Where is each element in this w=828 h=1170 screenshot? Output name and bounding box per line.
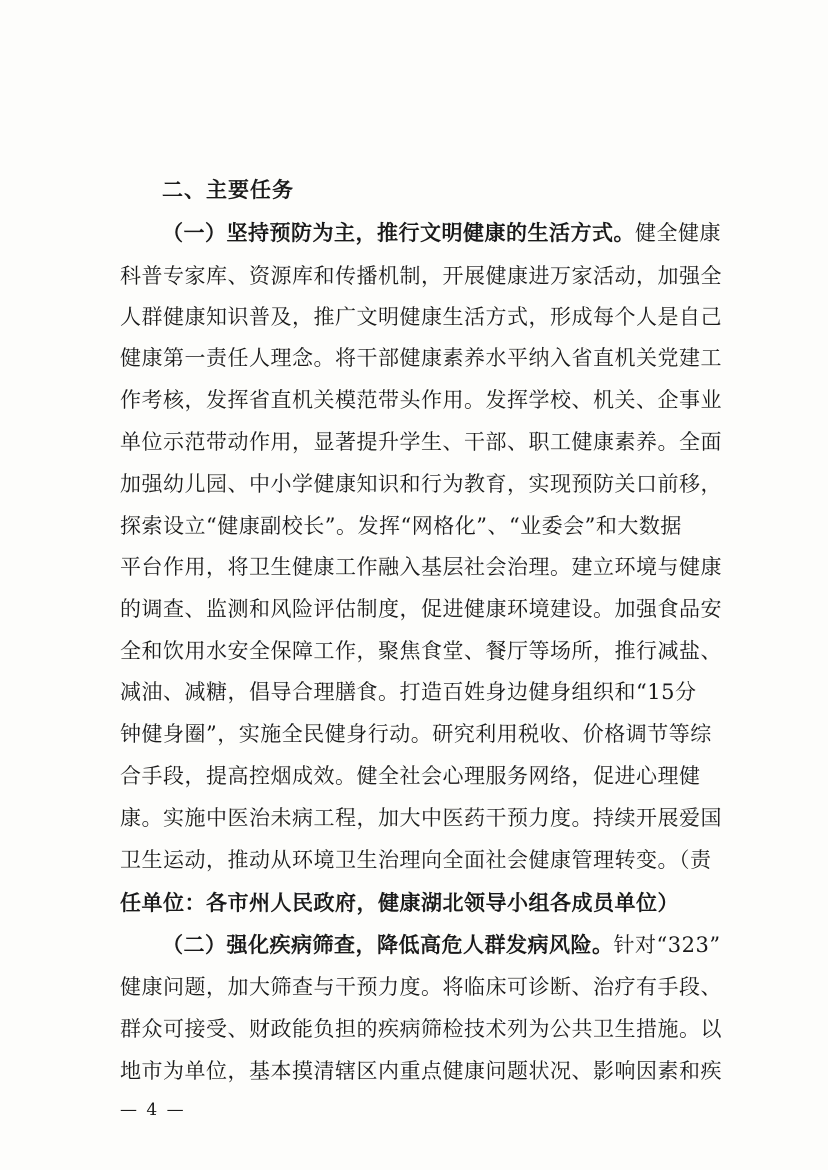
paragraph-line: 全和饮用水安全保障工作，聚焦食堂、餐厅等场所，推行减盐、	[120, 639, 722, 663]
paragraph-line: 钟健身圈”，实施全民健身行动。研究利用税收、价格调节等综	[120, 722, 712, 746]
subsection-title: （一）坚持预防为主，推行文明健康的生活方式。	[162, 221, 635, 245]
paragraph-line: （一）坚持预防为主，推行文明健康的生活方式。健全健康	[162, 221, 721, 245]
paragraph-line: 减油、减糖，倡导合理膳食。打造百姓身边健身组织和“15分	[120, 680, 697, 704]
paragraph-line: 的调查、监测和风险评估制度，促进健康环境建设。加强食品安	[120, 597, 722, 621]
paragraph-line: 人群健康知识普及，推广文明健康生活方式，形成每个人是自己	[120, 305, 722, 329]
paragraph-line: 合手段，提高控烟成效。健全社会心理服务网络，促进心理健	[120, 764, 701, 788]
paragraph-line: 科普专家库、资源库和传播机制，开展健康进万家活动，加强全	[120, 264, 722, 288]
section-heading: 二、主要任务	[162, 178, 294, 202]
paragraph-line: 健康问题，加大筛查与干预力度。将临床可诊断、治疗有手段、	[120, 975, 722, 999]
paragraph-line: 健康第一责任人理念。将干部健康素养水平纳入省直机关党建工	[120, 346, 722, 370]
paragraph-line: 探索设立“健康副校长”。发挥“网格化”、“业委会”和大数据	[120, 514, 682, 538]
paragraph-line: 地市为单位，基本摸清辖区内重点健康问题状况、影响因素和疾	[120, 1059, 722, 1083]
paragraph-line: 加强幼儿园、中小学健康知识和行为教育，实现预防关口前移，	[120, 472, 722, 496]
paragraph-line: 卫生运动，推动从环境卫生治理向全面社会健康管理转变。（责	[120, 848, 712, 872]
paragraph-line: 群众可接受、财政能负担的疾病筛检技术列为公共卫生措施。以	[120, 1017, 722, 1041]
paragraph-line: （二）强化疾病筛查，降低高危人群发病风险。针对“323”	[162, 933, 721, 957]
page-number: — 4 —	[120, 1100, 186, 1120]
paragraph-line: 平台作用，将卫生健康工作融入基层社会治理。建立环境与健康	[120, 555, 722, 579]
paragraph-line: 康。实施中医治未病工程，加大中医药干预力度。持续开展爱国	[120, 806, 722, 830]
responsibility-line: 任单位：各市州人民政府，健康湖北领导小组各成员单位）	[120, 891, 679, 915]
paragraph-line: 作考核，发挥省直机关模范带头作用。发挥学校、机关、企事业	[120, 388, 722, 412]
subsection-title: （二）强化疾病筛查，降低高危人群发病风险。	[162, 933, 614, 957]
paragraph-line: 单位示范带动作用，显著提升学生、干部、职工健康素养。全面	[120, 430, 722, 454]
